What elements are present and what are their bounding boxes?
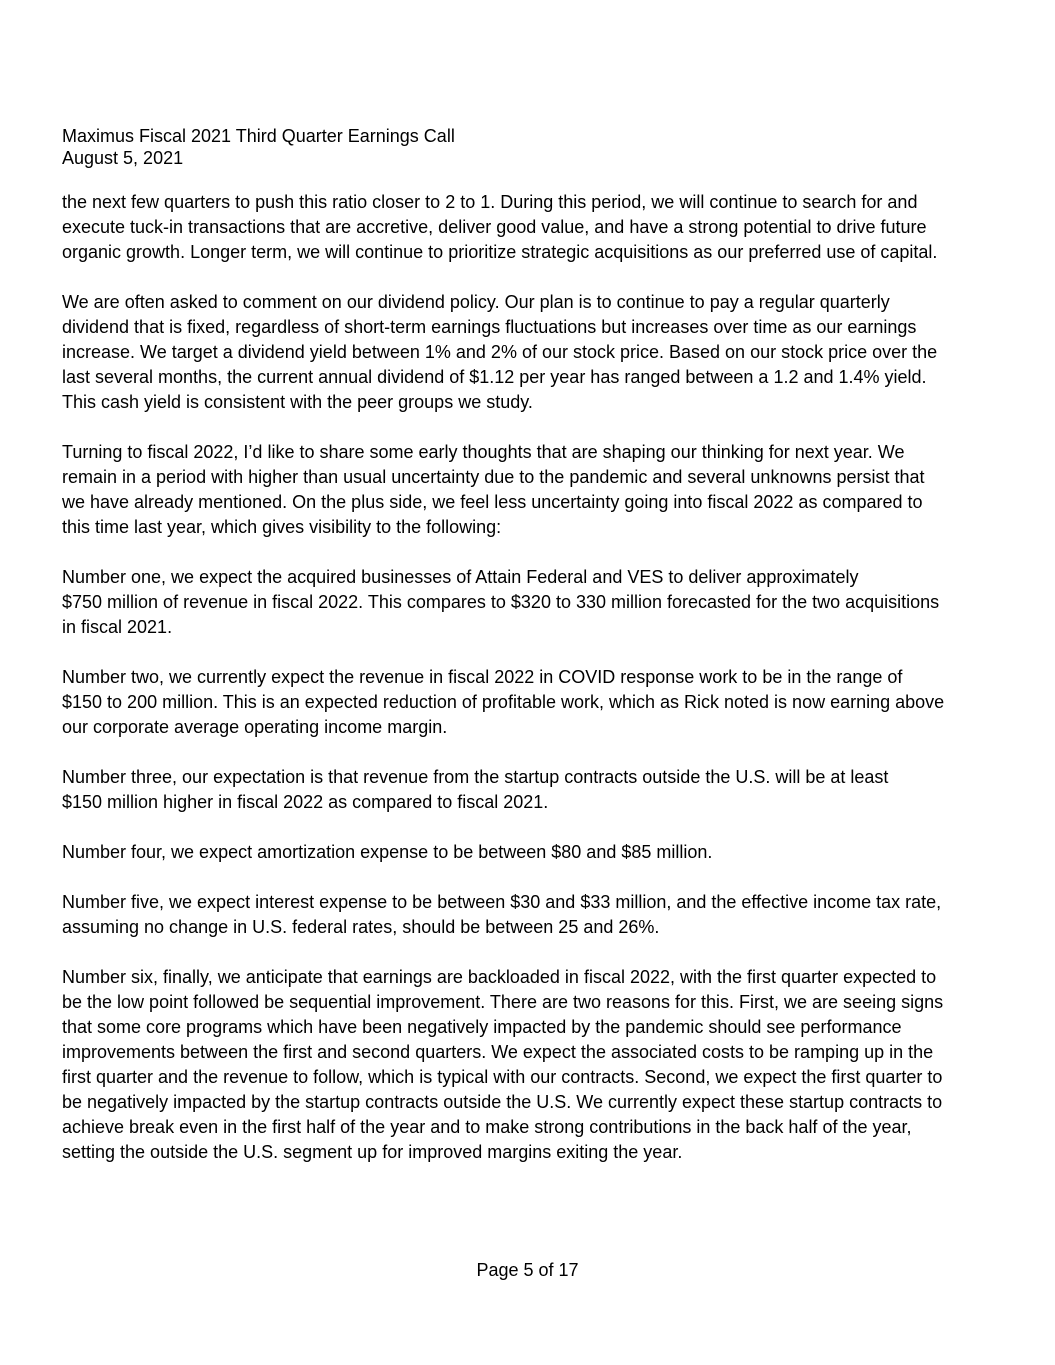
text-line: in fiscal 2021. bbox=[62, 617, 173, 637]
text-line: We are often asked to comment on our dividend policy. Our plan is to continue to pay a regular quarterly bbox=[62, 292, 890, 312]
paragraph bbox=[62, 965, 997, 1165]
text-line: Turning to fiscal 2022, I’d like to share some early thoughts that are shaping our thinking for next year. We bbox=[62, 442, 905, 462]
text-line: Number one, we expect the acquired businesses of Attain Federal and VES to deliver approximately bbox=[62, 567, 859, 587]
text-line: Number six, finally, we anticipate that earnings are backloaded in fiscal 2022, with the first quarter expected to bbox=[62, 967, 937, 987]
paragraph bbox=[62, 190, 997, 265]
paragraph bbox=[62, 440, 997, 540]
text-line: assuming no change in U.S. federal rates, should be between 25 and 26%. bbox=[62, 917, 660, 937]
paragraph bbox=[62, 890, 997, 940]
text-line: last several months, the current annual dividend of $1.12 per year has ranged between a 1.2 and 1.4% yield. bbox=[62, 367, 927, 387]
text-line: execute tuck-in transactions that are accretive, deliver good value, and have a strong potential to drive future bbox=[62, 217, 927, 237]
document-date: August 5, 2021 bbox=[62, 148, 184, 168]
text-line: Number five, we expect interest expense to be between $30 and $33 million, and the effective income tax rate, bbox=[62, 892, 942, 912]
paragraph bbox=[62, 565, 997, 640]
text-line: be the low point followed be sequential improvement. There are two reasons for this. First, we are seeing signs bbox=[62, 992, 944, 1012]
page-number: Page 5 of 17 bbox=[476, 1260, 579, 1280]
text-line: first quarter and the revenue to follow, which is typical with our contracts. Second, we expect the first quarter to bbox=[62, 1067, 943, 1087]
paragraph bbox=[62, 290, 997, 415]
text-line: increase. We target a dividend yield between 1% and 2% of our stock price. Based on our stock price over the bbox=[62, 342, 938, 362]
document-header bbox=[62, 125, 455, 169]
text-line: $750 million of revenue in fiscal 2022. This compares to $320 to 330 million forecasted for the two acquisitions bbox=[62, 592, 940, 612]
paragraph bbox=[62, 765, 997, 815]
paragraph bbox=[62, 665, 997, 740]
text-line: $150 to 200 million. This is an expected reduction of profitable work, which as Rick noted is now earning above bbox=[62, 692, 945, 712]
text-line: remain in a period with higher than usual uncertainty due to the pandemic and several unknowns persist that bbox=[62, 467, 925, 487]
text-line: we have already mentioned. On the plus side, we feel less uncertainty going into fiscal 2022 as compared to bbox=[62, 492, 923, 512]
text-line: that some core programs which have been negatively impacted by the pandemic should see performance bbox=[62, 1017, 902, 1037]
text-line: be negatively impacted by the startup contracts outside the U.S. We currently expect these startup contracts to bbox=[62, 1092, 943, 1112]
text-line: this time last year, which gives visibility to the following: bbox=[62, 517, 502, 537]
document-title: Maximus Fiscal 2021 Third Quarter Earnings Call bbox=[62, 126, 455, 146]
text-line: Number two, we currently expect the revenue in fiscal 2022 in COVID response work to be in the range of bbox=[62, 667, 903, 687]
text-line: the next few quarters to push this ratio closer to 2 to 1. During this period, we will continue to search for and bbox=[62, 192, 918, 212]
text-line: our corporate average operating income margin. bbox=[62, 717, 448, 737]
text-line: achieve break even in the first half of the year and to make strong contributions in the back half of the year, bbox=[62, 1117, 912, 1137]
text-line: Number three, our expectation is that revenue from the startup contracts outside the U.S. will be at least bbox=[62, 767, 889, 787]
text-line: dividend that is fixed, regardless of short-term earnings fluctuations but increases over time as our earnings bbox=[62, 317, 917, 337]
document-body bbox=[62, 190, 997, 1190]
text-line: $150 million higher in fiscal 2022 as compared to fiscal 2021. bbox=[62, 792, 549, 812]
text-line: Number four, we expect amortization expense to be between $80 and $85 million. bbox=[62, 842, 713, 862]
text-line: setting the outside the U.S. segment up for improved margins exiting the year. bbox=[62, 1142, 683, 1162]
text-line: This cash yield is consistent with the peer groups we study. bbox=[62, 392, 533, 412]
text-line: organic growth. Longer term, we will continue to prioritize strategic acquisitions as our preferred use of capital. bbox=[62, 242, 938, 262]
text-line: improvements between the first and second quarters. We expect the associated costs to be ramping up in the bbox=[62, 1042, 934, 1062]
paragraph bbox=[62, 840, 997, 865]
